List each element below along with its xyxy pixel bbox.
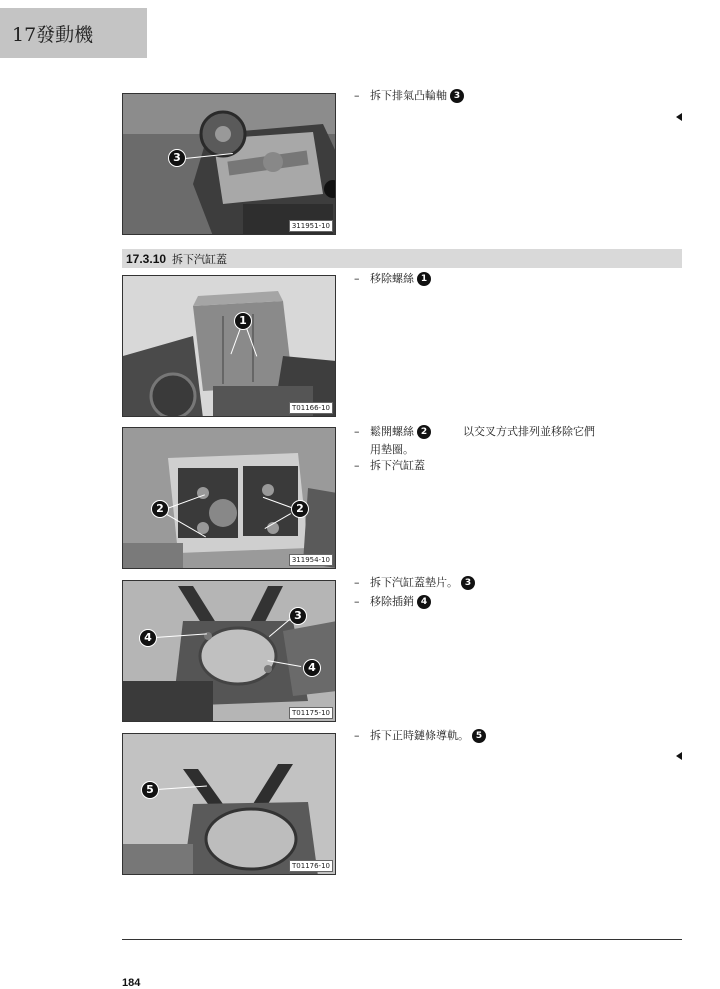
end-of-procedure-icon (676, 113, 682, 121)
step-loosen-screws (354, 424, 595, 440)
chapter-title: 17發動機 (12, 23, 94, 46)
callout-1: 1 (234, 312, 252, 330)
page-number: 184 (122, 977, 141, 989)
image-code: T01175-10 (289, 707, 333, 719)
engine-photo-1 (123, 94, 336, 235)
step-dash: – (354, 272, 360, 285)
step-loosen-screws-line2 (354, 442, 414, 458)
callout-2: 2 (151, 500, 169, 518)
step-text: 鬆開螺絲 (370, 425, 414, 438)
footer-divider (122, 939, 682, 940)
ref-badge: 3 (450, 89, 464, 103)
ref-badge: 4 (417, 595, 431, 609)
end-of-procedure-icon (676, 752, 682, 760)
callout-4: 4 (139, 629, 157, 647)
step-text: 拆下汽缸蓋墊片。 (370, 576, 458, 589)
step-remove-dowels (354, 594, 431, 610)
figure-timing-chain-guide (122, 733, 336, 875)
section-number: 17.3.10 (126, 251, 167, 266)
step-remove-exhaust-camshaft (354, 88, 464, 104)
image-code: 311954-10 (289, 554, 333, 566)
callout-3: 3 (168, 149, 186, 167)
step-text: 移除插銷 (370, 595, 414, 608)
image-code: T01166-10 (289, 402, 333, 414)
engine-photo-5 (123, 734, 336, 875)
step-dash: – (354, 459, 360, 472)
engine-photo-3 (123, 428, 336, 569)
engine-photo-4 (123, 581, 336, 722)
image-code: T01176-10 (289, 860, 333, 872)
figure-cylinder-head-screws (122, 275, 336, 417)
ref-badge: 2 (417, 425, 431, 439)
step-remove-cylinder-head (354, 458, 425, 474)
step-dash: – (354, 576, 360, 589)
engine-photo-2 (123, 276, 336, 417)
ref-badge: 3 (461, 576, 475, 590)
step-remove-timing-guide (354, 728, 486, 744)
section-header (122, 249, 682, 268)
step-text: 移除螺絲 (370, 272, 414, 285)
step-text: 用墊圈。 (370, 443, 414, 456)
section-title: 拆下汽缸蓋 (172, 252, 228, 266)
step-text-continued: 以交叉方式排列並移除它們 (463, 425, 595, 438)
image-code: 311951-10 (289, 220, 333, 232)
callout-4: 4 (303, 659, 321, 677)
step-remove-head-gasket (354, 575, 475, 591)
step-dash: – (354, 729, 360, 742)
step-dash: – (354, 89, 360, 102)
step-text: 拆下正時鏈條導軌。 (370, 729, 469, 742)
step-remove-screws (354, 271, 431, 287)
figure-cylinder-head-bolts (122, 427, 336, 569)
ref-badge: 5 (472, 729, 486, 743)
step-dash: – (354, 595, 360, 608)
callout-2: 2 (291, 500, 309, 518)
step-text: 拆下汽缸蓋 (370, 459, 425, 472)
chapter-tab (0, 8, 147, 58)
callout-5: 5 (141, 781, 159, 799)
step-text: 拆下排氣凸輪軸 (370, 89, 447, 102)
figure-head-gasket (122, 580, 336, 722)
ref-badge: 1 (417, 272, 431, 286)
figure-exhaust-camshaft (122, 93, 336, 235)
step-dash: – (354, 425, 360, 438)
callout-3: 3 (289, 607, 307, 625)
